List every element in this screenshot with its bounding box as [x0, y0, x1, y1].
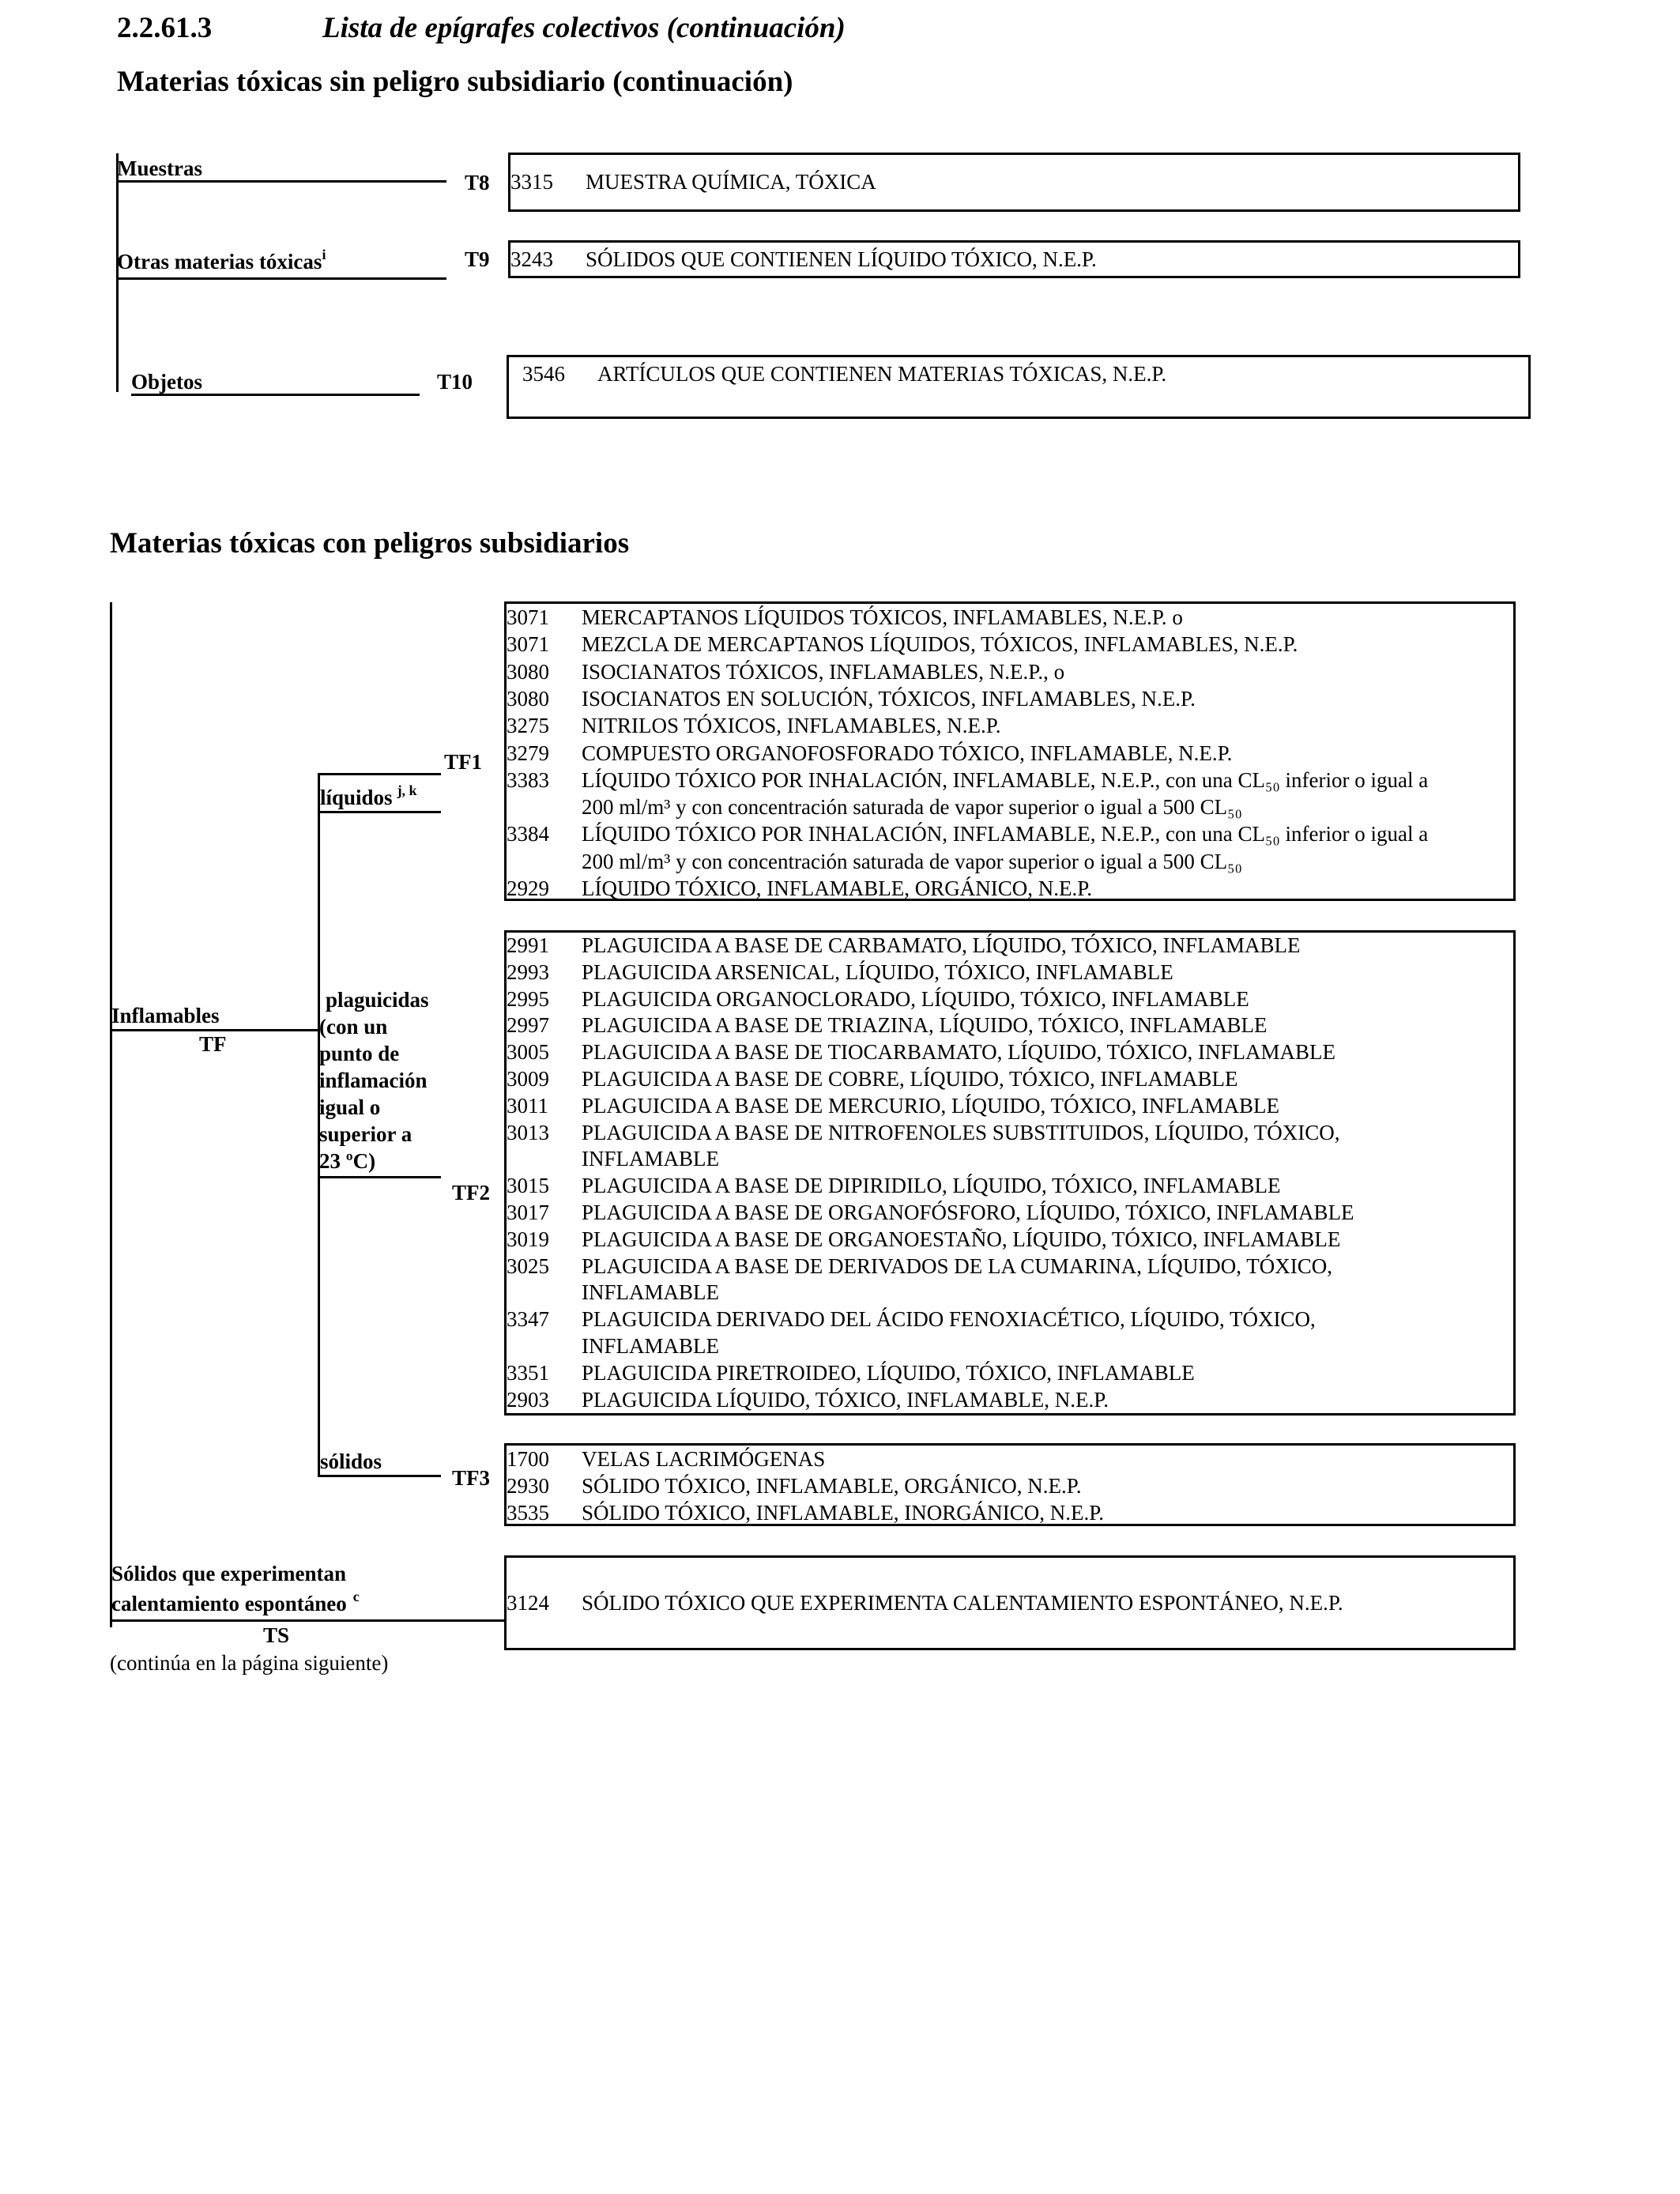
label-solidos-calentamiento-line1: Sólidos que experimentan: [111, 1562, 347, 1585]
label-muestras: Muestras: [117, 156, 202, 180]
label-line: (con un: [319, 1015, 388, 1039]
footer-continuation-note: (continúa en la página siguiente): [110, 1651, 389, 1675]
entry-text: VELAS LACRIMÓGENAS: [582, 1447, 826, 1471]
entry-text: PLAGUICIDA A BASE DE DIPIRIDILO, LÍQUIDO, TÓXICO, INFLAMABLE: [582, 1174, 1281, 1198]
un-number: 3013: [507, 1120, 549, 1144]
code-tf: TF: [199, 1032, 227, 1056]
un-number: 2997: [507, 1013, 549, 1038]
entry-text: PLAGUICIDA A BASE DE TIOCARBAMATO, LÍQUIDO, TÓXICO, INFLAMABLE: [582, 1040, 1336, 1065]
label-text: líquidos: [320, 786, 393, 809]
entry-text: LÍQUIDO TÓXICO, INFLAMABLE, ORGÁNICO, N.E.P.: [582, 876, 1092, 900]
un-number: 2995: [507, 986, 549, 1011]
un-number: 1700: [507, 1447, 549, 1471]
un-number: 3347: [507, 1307, 549, 1332]
heading-toxic-no-subsidiary: Materias tóxicas sin peligro subsidiario (continuación): [117, 66, 793, 98]
un-number: 3384: [507, 822, 549, 846]
branch-line-inflamables: [110, 1029, 319, 1031]
footnote-ref-jk: j, k: [397, 782, 417, 798]
entry-text: PLAGUICIDA A BASE DE MERCURIO, LÍQUIDO, TÓXICO, INFLAMABLE: [582, 1093, 1280, 1118]
label-line: punto de: [319, 1042, 400, 1065]
label-solidos: sólidos: [320, 1449, 382, 1473]
un-number: 3243: [510, 247, 553, 271]
entry-text: INFLAMABLE: [582, 1280, 719, 1305]
un-number: 3071: [507, 605, 549, 629]
entry-text: PLAGUICIDA A BASE DE NITROFENOLES SUBSTITUIDOS, LÍQUIDO, TÓXICO,: [582, 1120, 1340, 1144]
un-number: 3275: [507, 714, 549, 738]
footnote-ref-i: i: [322, 247, 326, 262]
branch-line-liquidos: [318, 811, 441, 813]
code-t8: T8: [465, 171, 490, 194]
entry-text: PLAGUICIDA LÍQUIDO, TÓXICO, INFLAMABLE, N.E.P.: [582, 1387, 1109, 1412]
entry-text: MEZCLA DE MERCAPTANOS LÍQUIDOS, TÓXICOS, INFLAMABLES, N.E.P.: [582, 632, 1298, 657]
branch-line-calentamiento: [110, 1619, 505, 1622]
label-inflamables: Inflamables: [111, 1004, 220, 1027]
tree-trunk-part2: [110, 602, 112, 1627]
code-t10: T10: [437, 370, 473, 394]
label-line: igual o: [319, 1095, 381, 1119]
branch-line-solidos: [318, 1475, 441, 1477]
code-tf3: TF3: [452, 1466, 491, 1490]
un-number: 3080: [507, 686, 549, 711]
un-number: 2930: [507, 1474, 549, 1498]
branch-line-muestras: [117, 180, 446, 183]
un-number: 3080: [507, 659, 549, 684]
label-line: plaguicidas: [326, 988, 429, 1012]
label-line: superior a: [319, 1122, 412, 1146]
un-number: 3279: [507, 741, 549, 765]
section-title: Lista de epígrafes colectivos (continuación): [322, 12, 846, 44]
entry-text: COMPUESTO ORGANOFOSFORADO TÓXICO, INFLAMABLE, N.E.P.: [582, 741, 1233, 765]
un-number: 3025: [507, 1253, 549, 1278]
un-number: 2993: [507, 959, 549, 984]
code-tf2: TF2: [452, 1181, 491, 1204]
un-number: 3071: [507, 632, 549, 657]
un-number: 3383: [507, 767, 549, 792]
entry-text: LÍQUIDO TÓXICO POR INHALACIÓN, INFLAMABLE, N.E.P., con una CL₅₀ inferior o igual a: [582, 767, 1429, 792]
entry-text: ISOCIANATOS TÓXICOS, INFLAMABLES, N.E.P., o: [582, 659, 1065, 684]
entry-text: ARTÍCULOS QUE CONTIENEN MATERIAS TÓXICAS, N.E.P.: [597, 362, 1167, 386]
label-text: calentamiento espontáneo: [111, 1592, 347, 1615]
entry-text: PLAGUICIDA ARSENICAL, LÍQUIDO, TÓXICO, INFLAMABLE: [582, 959, 1173, 984]
label-solidos-calentamiento-line2: [111, 1589, 360, 1616]
entry-text: PLAGUICIDA A BASE DE ORGANOFÓSFORO, LÍQUIDO, TÓXICO, INFLAMABLE: [582, 1201, 1354, 1224]
un-number: 2929: [507, 876, 549, 900]
un-number: 3124: [507, 1591, 549, 1615]
entry-text: PLAGUICIDA A BASE DE CARBAMATO, LÍQUIDO, TÓXICO, INFLAMABLE: [582, 933, 1301, 957]
un-number: 3535: [507, 1501, 549, 1525]
label-plaguicidas: [319, 986, 446, 1174]
entry-text: PLAGUICIDA A BASE DE TRIAZINA, LÍQUIDO, TÓXICO, INFLAMABLE: [582, 1013, 1268, 1038]
label-line: inflamación: [319, 1069, 428, 1092]
label-line: 23 ºC): [319, 1149, 376, 1173]
un-number: 3546: [522, 362, 565, 386]
entry-text: SÓLIDO TÓXICO, INFLAMABLE, INORGÁNICO, N.E.P.: [582, 1501, 1104, 1525]
entry-text: MERCAPTANOS LÍQUIDOS TÓXICOS, INFLAMABLES, N.E.P. o: [582, 605, 1183, 629]
label-objetos: Objetos: [131, 370, 202, 394]
entry-text: INFLAMABLE: [582, 1147, 719, 1171]
entry-text: 200 ml/m³ y con concentración saturada de vapor superior o igual a 500 CL₅₀: [582, 795, 1242, 820]
un-number: 3009: [507, 1067, 549, 1091]
entry-text: PLAGUICIDA A BASE DE DERIVADOS DE LA CUMARINA, LÍQUIDO, TÓXICO,: [582, 1253, 1333, 1278]
entry-text: INFLAMABLE: [582, 1334, 719, 1358]
branch-line-objetos: [131, 394, 420, 396]
un-number: 2903: [507, 1387, 549, 1412]
un-number: 2991: [507, 933, 549, 957]
branch-line-otras: [117, 277, 446, 280]
entry-text: PLAGUICIDA A BASE DE ORGANOESTAÑO, LÍQUIDO, TÓXICO, INFLAMABLE: [582, 1227, 1341, 1251]
heading-toxic-with-subsidiary: Materias tóxicas con peligros subsidiarios: [110, 527, 630, 560]
code-t9: T9: [465, 247, 490, 271]
un-number: 3315: [510, 170, 553, 194]
entry-text: SÓLIDOS QUE CONTIENEN LÍQUIDO TÓXICO, N.E.P.: [586, 247, 1097, 271]
label-text: Otras materias tóxicas: [117, 250, 322, 273]
un-number: 3011: [507, 1093, 548, 1118]
footnote-ref-c: c: [352, 1589, 360, 1604]
entry-text: 200 ml/m³ y con concentración saturada de vapor superior o igual a 500 CL₅₀: [582, 849, 1242, 873]
branch-line-tf1-top: [318, 773, 441, 775]
entry-text: MUESTRA QUÍMICA, TÓXICA: [586, 170, 876, 194]
code-ts: TS: [263, 1623, 290, 1647]
un-number: 3005: [507, 1040, 549, 1065]
entry-text: PLAGUICIDA PIRETROIDEO, LÍQUIDO, TÓXICO, INFLAMABLE: [582, 1360, 1195, 1385]
label-otras-materias-toxicas: [117, 247, 326, 274]
un-number: 3017: [507, 1201, 549, 1224]
entry-text: SÓLIDO TÓXICO, INFLAMABLE, ORGÁNICO, N.E.P.: [582, 1474, 1082, 1498]
code-tf1: TF1: [444, 750, 483, 774]
entry-text: PLAGUICIDA A BASE DE COBRE, LÍQUIDO, TÓXICO, INFLAMABLE: [582, 1067, 1238, 1091]
un-number: 3015: [507, 1174, 549, 1198]
entry-text: SÓLIDO TÓXICO QUE EXPERIMENTA CALENTAMIENTO ESPONTÁNEO, N.E.P.: [582, 1591, 1343, 1615]
entry-text: NITRILOS TÓXICOS, INFLAMABLES, N.E.P.: [582, 714, 1001, 738]
label-liquidos: [320, 782, 417, 810]
section-number: 2.2.61.3: [117, 12, 213, 44]
un-number: 3019: [507, 1227, 549, 1251]
entry-text: PLAGUICIDA ORGANOCLORADO, LÍQUIDO, TÓXICO, INFLAMABLE: [582, 986, 1249, 1011]
entry-text: LÍQUIDO TÓXICO POR INHALACIÓN, INFLAMABLE, N.E.P., con una CL₅₀ inferior o igual a: [582, 822, 1429, 846]
branch-line-plaguicidas: [318, 1176, 441, 1178]
entry-text: ISOCIANATOS EN SOLUCIÓN, TÓXICOS, INFLAMABLES, N.E.P.: [582, 686, 1196, 711]
entry-text: PLAGUICIDA DERIVADO DEL ÁCIDO FENOXIACÉTICO, LÍQUIDO, TÓXICO,: [582, 1307, 1316, 1332]
un-number: 3351: [507, 1360, 549, 1385]
